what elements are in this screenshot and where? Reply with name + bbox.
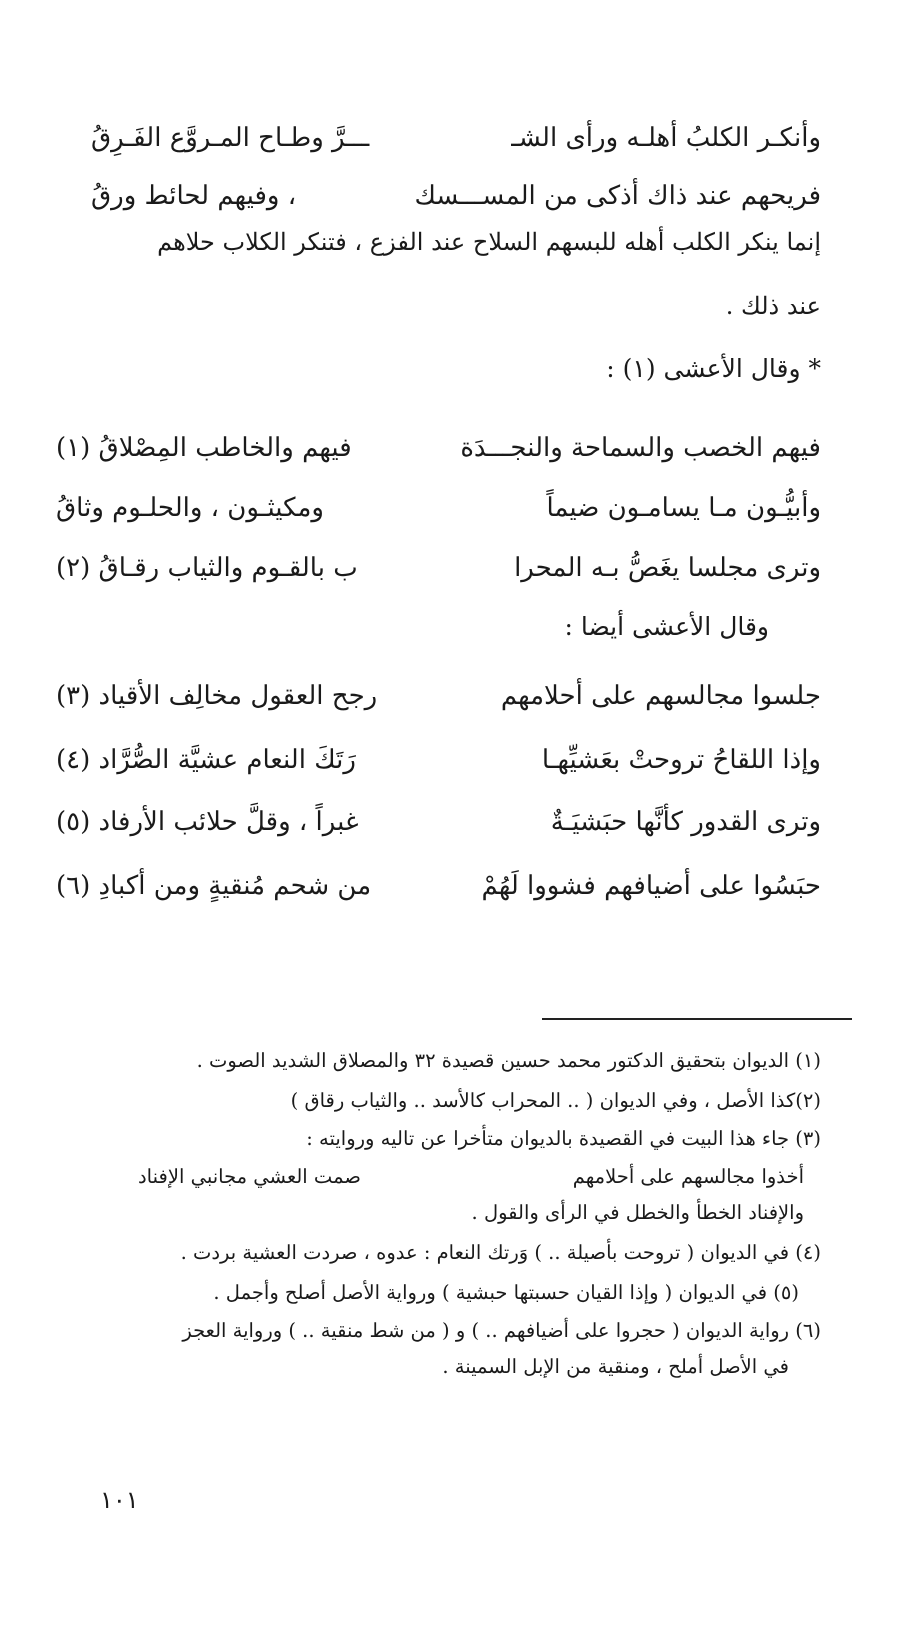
verse-line bbox=[56, 676, 821, 716]
verse-line bbox=[56, 802, 821, 842]
verse-hemistich-left: ومكيثـون ، والحلـوم وثاقُ bbox=[56, 493, 324, 523]
verse-line bbox=[56, 740, 821, 780]
footnote-5: (٥) في الديوان ( وإذا القيان حسبتها حبشية ) ورواية الأصل أصلح وأجمل . bbox=[213, 1281, 799, 1304]
footnote-3-note: والإفناد الخطأ والخطل في الرأى والقول . bbox=[471, 1201, 804, 1224]
footnote-3-verse-right: أخذوا مجالسهم على أحلامهم bbox=[572, 1165, 804, 1188]
verse-hemistich-right: حبَسُوا على أضيافهم فشووا لَهُمْ bbox=[481, 871, 821, 901]
verse-hemistich-left: ، وفيهم لحائط ورقُ bbox=[91, 181, 297, 211]
verse-line bbox=[56, 866, 821, 906]
page-number: ١٠١ bbox=[100, 1486, 139, 1514]
section-heading: وقال الأعشى أيضا : bbox=[564, 612, 769, 641]
verse-hemistich-right: جلسوا مجالسهم على أحلامهم bbox=[500, 681, 821, 711]
verse-hemistich-left: رَتَكَ النعام عشيَّة الصُّرَّاد (٤) bbox=[56, 745, 356, 775]
verse-hemistich-right: فريحهم عند ذاك أذكى من المســـسك bbox=[414, 181, 821, 211]
verse-hemistich-right: وترى القدور كأنَّها حبَشيَـةٌ bbox=[550, 807, 821, 837]
verse-line bbox=[91, 176, 821, 216]
section-heading: * وقال الأعشى (١) : bbox=[606, 354, 821, 383]
footnote-4: (٤) في الديوان ( تروحت بأصيلة .. ) وَرتك النعام : عدوه ، صردت العشية بردت . bbox=[180, 1241, 821, 1264]
footnote-6: (٦) رواية الديوان ( حجروا على أضيافهم .. ) و ( من شط منقية .. ) ورواية العجز bbox=[182, 1319, 821, 1342]
commentary-line: إنما ينكر الكلب أهله للبسهم السلاح عند الفزع ، فتنكر الكلاب حلاهم bbox=[157, 228, 821, 256]
footnote-3: (٣) جاء هذا البيت في القصيدة بالديوان متأخرا عن تاليه وروايته : bbox=[306, 1127, 821, 1150]
verse-line bbox=[91, 118, 821, 158]
verse-line bbox=[56, 428, 821, 468]
verse-hemistich-right: وترى مجلسا يغَصُّ بـه المحرا bbox=[514, 553, 821, 583]
verse-hemistich-left: فيهم والخاطب المِصْلاقُ (١) bbox=[56, 433, 352, 463]
verse-hemistich-left: غبراً ، وقلَّ حلائب الأرفاد (٥) bbox=[56, 807, 359, 837]
verse-hemistich-right: وإذا اللقاحُ تروحتْ بعَشيِّهـا bbox=[541, 745, 821, 775]
verse-hemistich-left: ب بالقـوم والثياب رقـاقُ (٢) bbox=[56, 553, 358, 583]
footnote-6-continuation: في الأصل أملح ، ومنقية من الإبل السمينة . bbox=[442, 1355, 789, 1378]
verse-line bbox=[56, 488, 821, 528]
footnote-separator bbox=[542, 1018, 852, 1020]
verse-line bbox=[56, 548, 821, 588]
verse-hemistich-right: فيهم الخصب والسماحة والنجـــدَة bbox=[460, 433, 821, 463]
verse-hemistich-left: من شحم مُنقيةٍ ومن أكبادِ (٦) bbox=[56, 871, 372, 901]
footnote-1: (١) الديوان بتحقيق الدكتور محمد حسين قصيدة ٣٢ والمصلاق الشديد الصوت . bbox=[196, 1049, 821, 1072]
commentary-line: عند ذلك . bbox=[725, 292, 821, 320]
verse-hemistich-left: ـــرَّ وطـاح المـروَّع الفَـرِقُ bbox=[91, 123, 370, 153]
footnote-2: (٢)كذا الأصل ، وفي الديوان ( .. المحراب كالأسد .. والثياب رقاق ) bbox=[290, 1089, 821, 1112]
verse-hemistich-left: رجح العقول مخالِف الأقياد (٣) bbox=[56, 681, 378, 711]
footnote-3-verse-left: صمت العشي مجانبي الإفناد bbox=[138, 1165, 361, 1188]
verse-hemistich-right: وأنكـر الكلبُ أهلـه ورأى الشـ bbox=[511, 123, 821, 153]
verse-hemistich-right: وأبيُّـون مـا يسامـون ضيماً bbox=[546, 493, 821, 523]
